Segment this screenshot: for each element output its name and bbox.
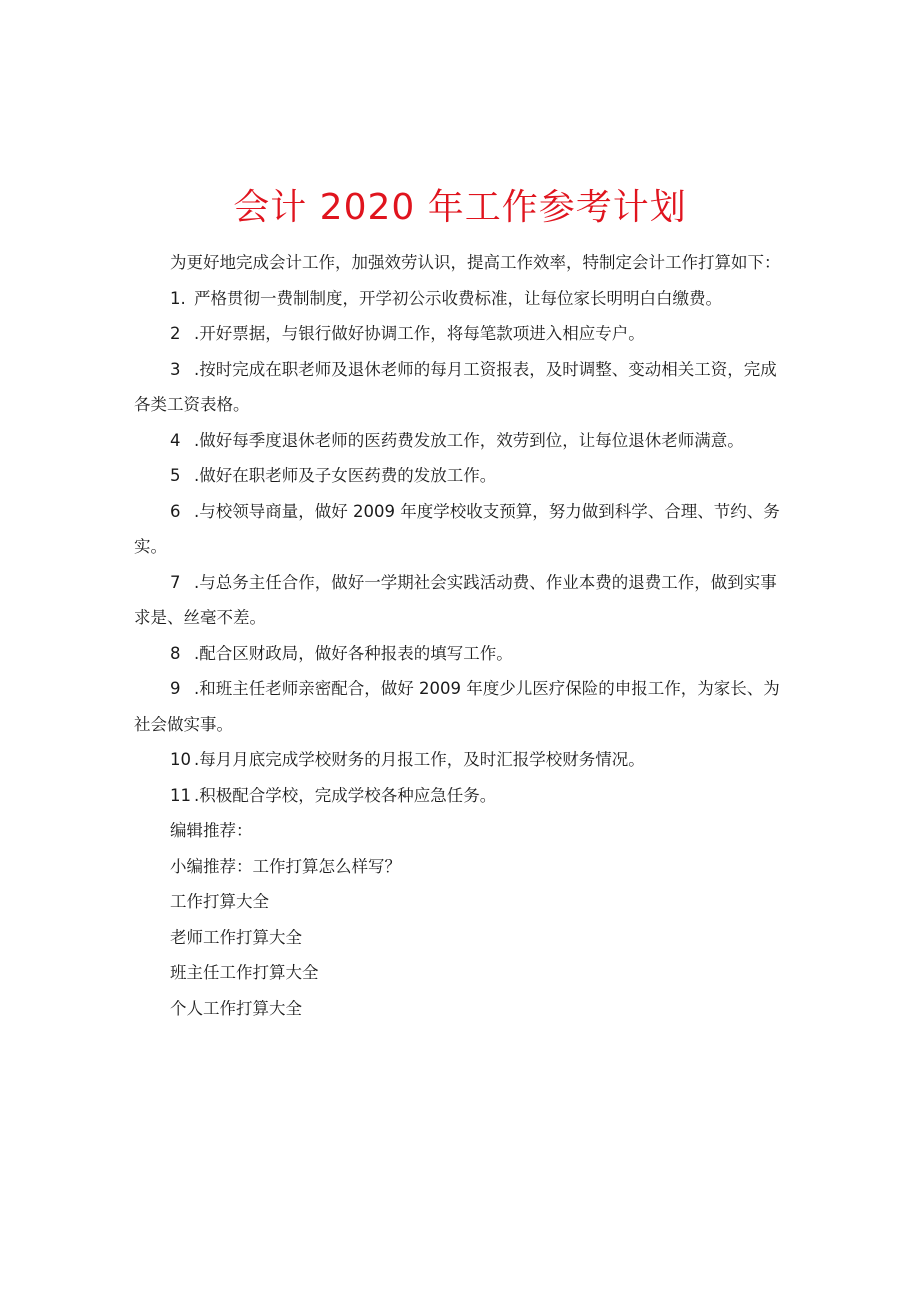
item-text: .与总务主任合作，做好一学期社会实践活动费、作业本费的退费工作，做到实事求是、丝毫不差。	[134, 572, 777, 627]
recommend-item: 个人工作打算大全	[170, 998, 302, 1018]
item-number: 2	[170, 324, 181, 343]
recommend-item: 小编推荐：工作打算怎么样写？	[170, 856, 401, 876]
list-item	[134, 671, 784, 742]
item-number: 11	[170, 785, 191, 805]
item-text: .按时完成在职老师及退休老师的每月工资报表，及时调整、变动相关工资，完成各类工资表格。	[134, 359, 777, 414]
recommend-item: 班主任工作打算大全	[170, 963, 319, 982]
item-number: 8	[170, 643, 181, 663]
list-item	[134, 636, 784, 672]
intro-paragraph: 为更好地完成会计工作，加强效劳认识，提高工作效率，特制定会计工作打算如下：	[170, 253, 781, 272]
item-text: .做好每季度退休老师的医药费发放工作，效劳到位，让每位退休老师满意。	[194, 430, 744, 450]
document-body	[134, 245, 784, 1026]
item-text: .与校领导商量，做好 2009 年度学校收支预算，努力做到科学、合理、节约、务实。	[134, 501, 780, 556]
item-number: 6	[170, 501, 181, 521]
recommend-item: 工作打算大全	[170, 892, 269, 911]
recommend-heading: 编辑推荐：	[170, 821, 253, 840]
item-number: 4	[170, 430, 181, 450]
item-number: 3	[170, 359, 181, 379]
item-text: .和班主任老师亲密配合，做好 2009 年度少儿医疗保险的申报工作，为家长、为社会做实事。	[134, 679, 780, 734]
item-text: 严格贯彻一费制制度，开学初公示收费标准，让每位家长明明白白缴费。	[194, 288, 722, 308]
item-number: 5	[170, 466, 181, 485]
list-item	[134, 742, 784, 778]
list-item	[134, 565, 784, 636]
recommend-item: 老师工作打算大全	[170, 927, 302, 947]
list-item	[134, 316, 784, 352]
item-text: .配合区财政局，做好各种报表的填写工作。	[194, 643, 513, 663]
list-item	[134, 352, 784, 423]
list-item	[134, 494, 784, 565]
list-item	[134, 458, 784, 494]
item-number: 7	[170, 572, 181, 592]
list-item	[134, 778, 784, 814]
list-item	[134, 423, 784, 459]
item-text: .每月月底完成学校财务的月报工作，及时汇报学校财务情况。	[194, 750, 645, 769]
document-title: 会计 2020 年工作参考计划	[233, 187, 687, 228]
item-number: 10	[170, 750, 191, 769]
item-text: .开好票据，与银行做好协调工作，将每笔款项进入相应专户。	[194, 324, 645, 343]
item-text: .积极配合学校，完成学校各种应急任务。	[194, 785, 497, 805]
list-item	[134, 281, 784, 317]
item-number: 1.	[170, 288, 186, 308]
item-text: .做好在职老师及子女医药费的发放工作。	[194, 466, 497, 485]
item-number: 9	[170, 679, 181, 698]
